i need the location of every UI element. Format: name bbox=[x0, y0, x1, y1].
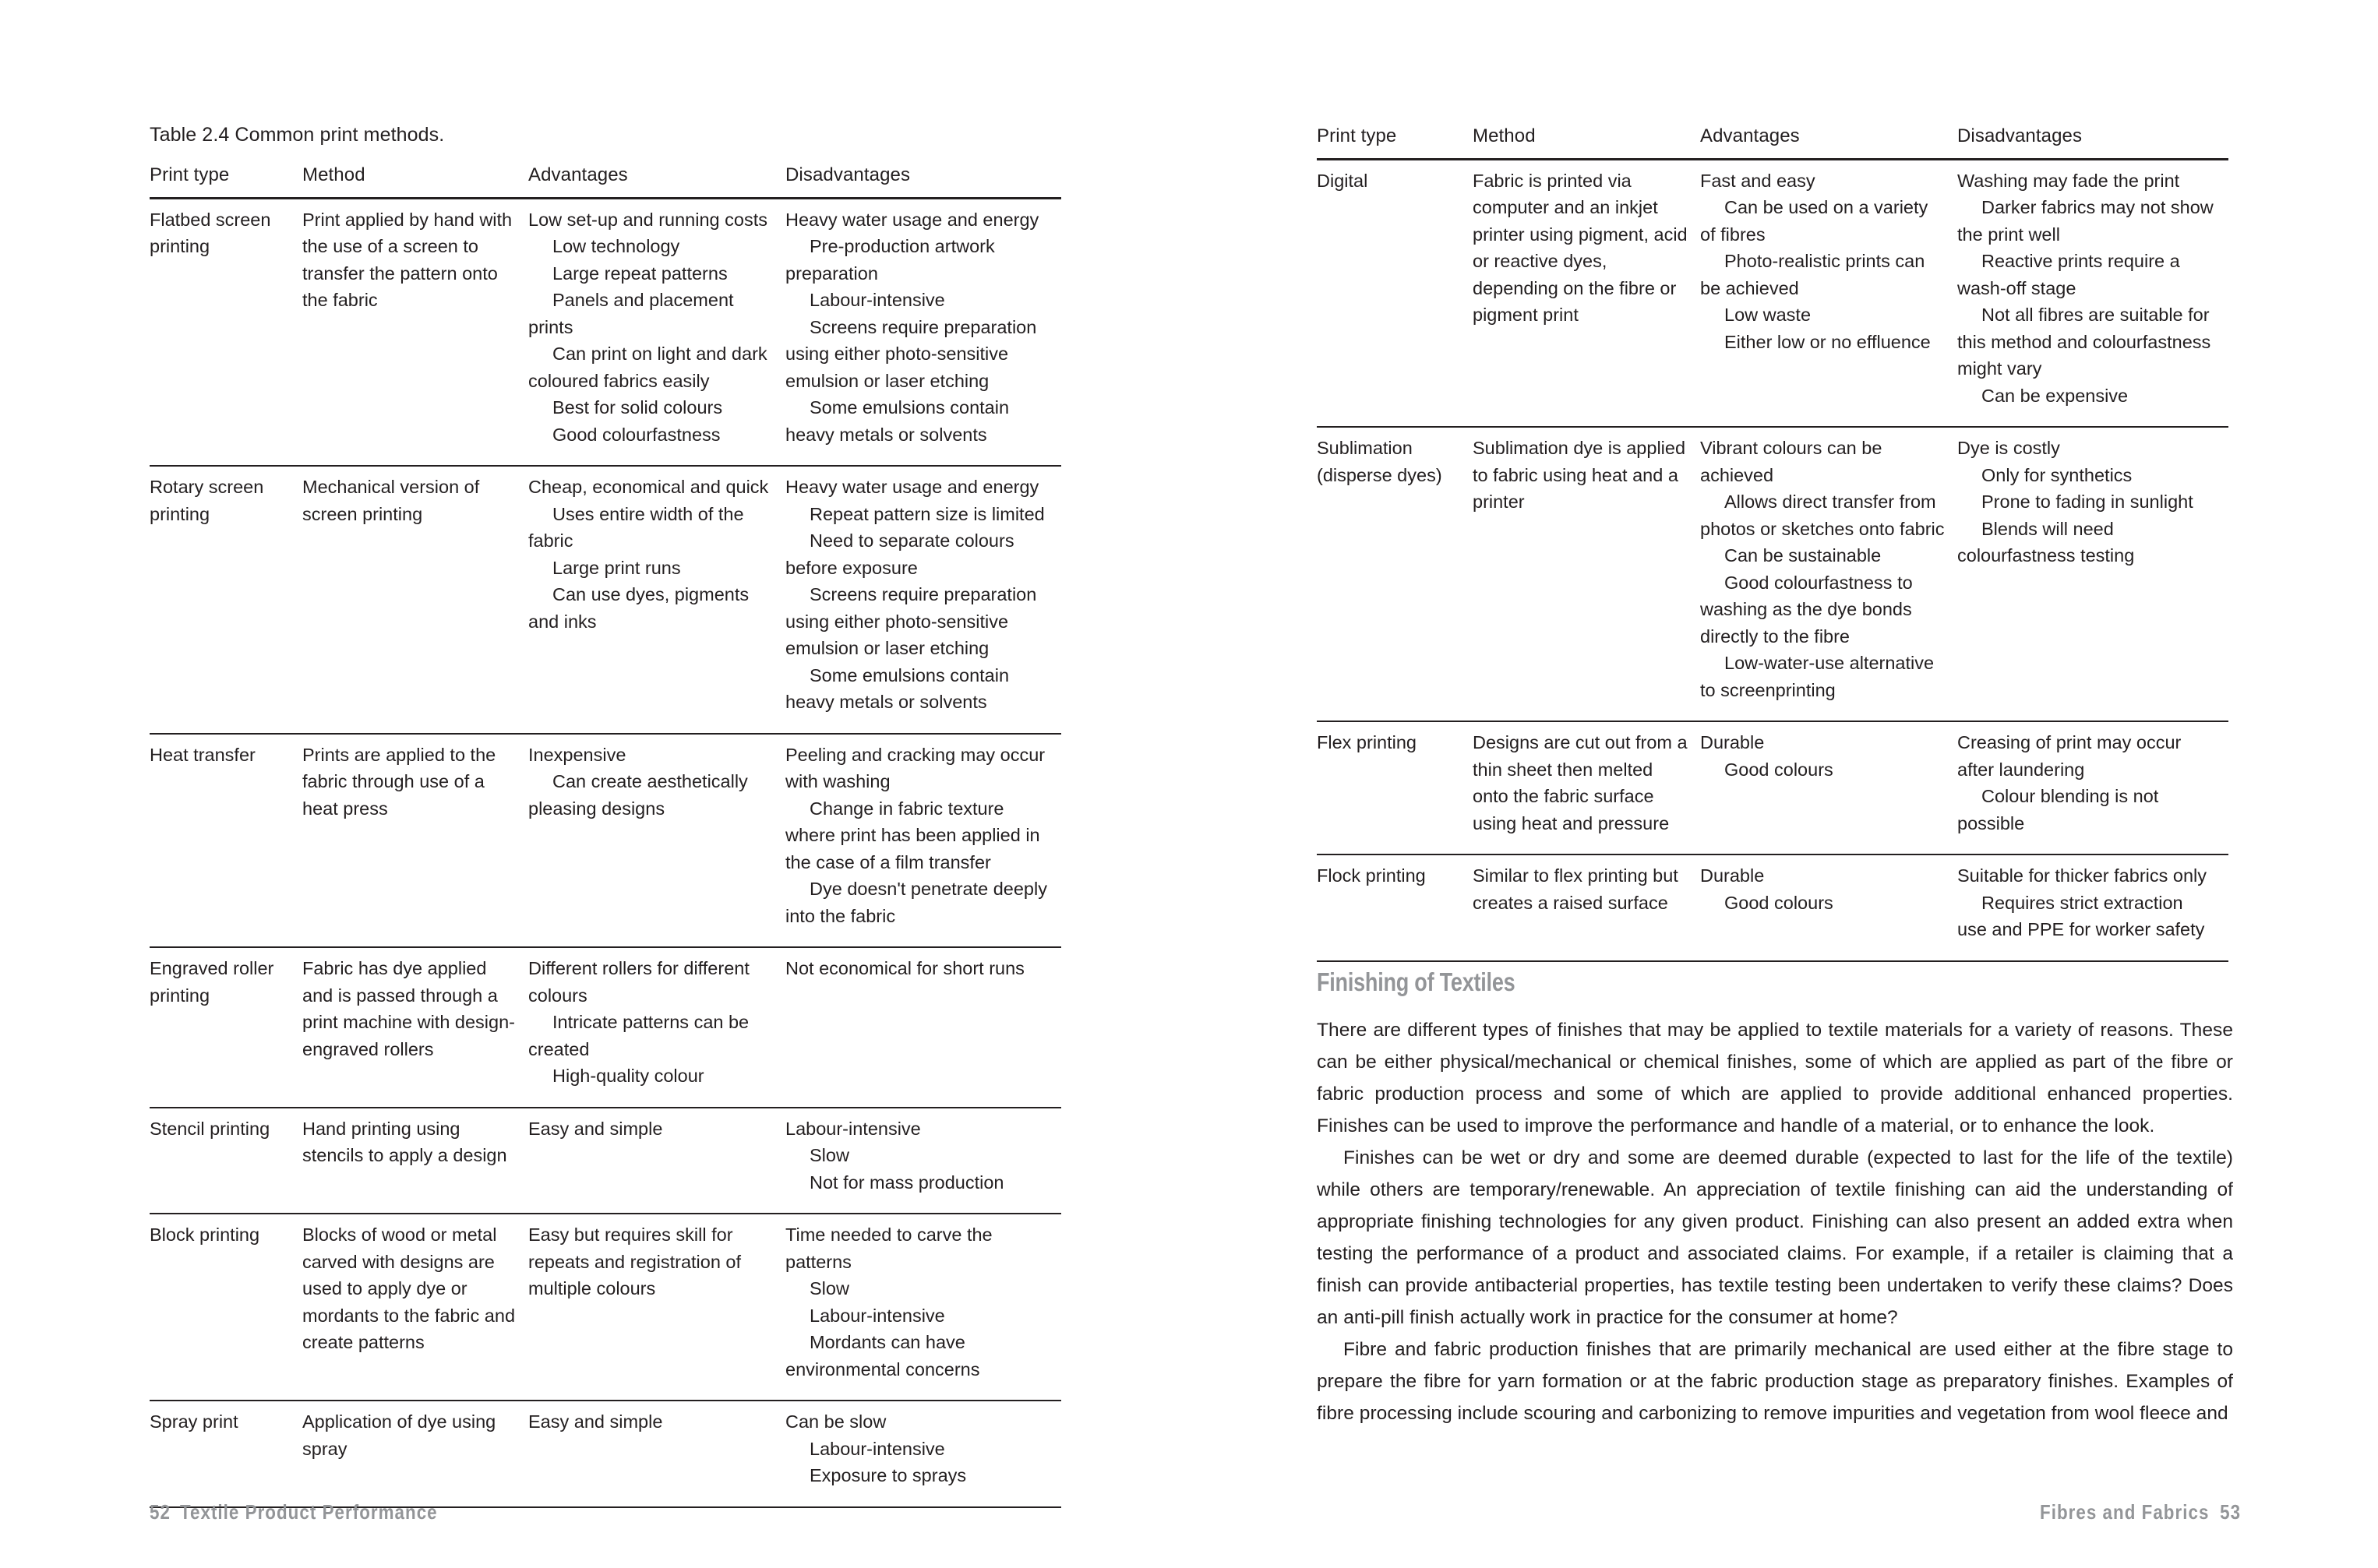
cell-advantages-list bbox=[528, 768, 773, 822]
table-cell-list-item: Either low or no effluence bbox=[1724, 331, 1931, 352]
section-paragraphs bbox=[1317, 1014, 2233, 1429]
footer-book-title: Textile Product Performance bbox=[179, 1500, 438, 1524]
table-cell-list-item: Repeat pattern size is limited bbox=[810, 503, 1045, 524]
table-cell-list-item: Need to separate colours before exposure bbox=[785, 530, 1014, 578]
cell-disadvantages-list bbox=[785, 501, 1049, 716]
cell-method: Print applied by hand with the use of a screen to transfer the pattern onto the fabric bbox=[302, 209, 513, 310]
finishing-section bbox=[1317, 967, 2233, 1429]
cell-advantages-lead: Vibrant colours can be achieved bbox=[1700, 438, 1882, 485]
page-right bbox=[1189, 0, 2378, 1568]
cell-disadvantages-lead: Washing may fade the print bbox=[1957, 170, 2180, 191]
table-cell-list-item: Screens require preparation using either photo-sensitive emulsion or laser etching bbox=[785, 316, 1037, 391]
table-cell-list-item: High-quality colour bbox=[552, 1066, 704, 1086]
table-row bbox=[1317, 159, 2228, 427]
table-head-continued bbox=[1317, 123, 2228, 159]
footer-page-number: 53 bbox=[2220, 1500, 2241, 1524]
table-cell-list-item: Can be expensive bbox=[1981, 385, 2129, 406]
table-cell-list-item: Low waste bbox=[1724, 305, 1812, 325]
cell-method: Designs are cut out from a thin sheet then melted onto the fabric surface using heat and pressure bbox=[1473, 732, 1688, 833]
table-cell-list-item: Slow bbox=[810, 1278, 849, 1298]
table-cell-list-item: Photo-realistic prints can be achieved bbox=[1700, 251, 1925, 298]
table-cell-list-item: Uses entire width of the fabric bbox=[528, 503, 744, 551]
cell-disadvantages-lead: Heavy water usage and energy bbox=[785, 477, 1039, 497]
footer-page-number: 52 bbox=[150, 1500, 171, 1524]
page-footer-left bbox=[150, 1500, 438, 1524]
cell-advantages-lead: Low set-up and running costs bbox=[528, 209, 767, 230]
cell-advantages-list bbox=[1700, 756, 1945, 784]
table-header-row-continued bbox=[1317, 123, 2228, 159]
table-cell-list-item: Labour-intensive bbox=[810, 1305, 945, 1326]
cell-advantages-lead: Inexpensive bbox=[528, 744, 626, 765]
cell-disadvantages-list bbox=[785, 1275, 1049, 1383]
table-cell-list-item: Can be sustainable bbox=[1724, 545, 1882, 566]
cell-disadvantages-lead: Time needed to carve the patterns bbox=[785, 1224, 993, 1272]
print-methods-table-right bbox=[1317, 123, 2228, 962]
cell-disadvantages-list bbox=[785, 795, 1049, 930]
cell-advantages-lead: Durable bbox=[1700, 732, 1765, 752]
table-head bbox=[150, 162, 1061, 198]
cell-print-type: Digital bbox=[1317, 170, 1368, 191]
cell-print-type: Flatbed screen printing bbox=[150, 209, 271, 256]
cell-disadvantages-lead: Heavy water usage and energy bbox=[785, 209, 1039, 230]
cell-print-type: Sublimation (disperse dyes) bbox=[1317, 438, 1442, 485]
cell-advantages-lead: Easy and simple bbox=[528, 1118, 663, 1139]
table-row bbox=[1317, 427, 2228, 721]
table-row bbox=[150, 198, 1061, 466]
cell-method: Hand printing using stencils to apply a design bbox=[302, 1118, 507, 1165]
cell-advantages-lead: Durable bbox=[1700, 865, 1765, 886]
cell-disadvantages-list bbox=[1957, 783, 2216, 837]
section-paragraph: There are different types of finishes that may be applied to textile materials for a variety of reasons. These can be either physical/mechanical or chemical finishes, some of which are applied as part of the fibre or fabric production process and some of which are applied to provide additional enhanced properties. Finishes can be used to improve the performance and handle of a material, or to enhance the look. bbox=[1317, 1020, 2233, 1136]
cell-print-type: Flex printing bbox=[1317, 732, 1417, 752]
table-cell-list-item: Only for synthetics bbox=[1981, 464, 2133, 485]
table-cell-list-item: Labour-intensive bbox=[810, 1438, 945, 1459]
cell-advantages-lead: Easy and simple bbox=[528, 1411, 663, 1432]
cell-disadvantages-lead: Not economical for short runs bbox=[785, 958, 1025, 978]
cell-print-type: Rotary screen printing bbox=[150, 477, 264, 524]
column-header-method: Method bbox=[1473, 125, 1536, 146]
cell-method: Application of dye using spray bbox=[302, 1411, 496, 1459]
table-cell-list-item: Allows direct transfer from photos or sketches onto fabric bbox=[1700, 492, 1945, 539]
table-row bbox=[150, 734, 1061, 948]
table-cell-list-item: Large print runs bbox=[552, 557, 681, 578]
table-cell-list-item: Large repeat patterns bbox=[552, 263, 728, 284]
cell-disadvantages-lead: Labour-intensive bbox=[785, 1118, 921, 1139]
cell-print-type: Block printing bbox=[150, 1224, 260, 1245]
cell-advantages-list bbox=[1700, 890, 1945, 917]
cell-print-type: Engraved roller printing bbox=[150, 958, 274, 1006]
table-cell-list-item: Not for mass production bbox=[810, 1172, 1004, 1193]
table-row bbox=[150, 1108, 1061, 1214]
cell-advantages-lead: Cheap, economical and quick bbox=[528, 477, 769, 497]
cell-disadvantages-lead: Creasing of print may occur after laundering bbox=[1957, 732, 2182, 780]
cell-method: Mechanical version of screen printing bbox=[302, 477, 480, 524]
table-cell-list-item: Panels and placement prints bbox=[528, 290, 734, 337]
table-cell-list-item: Good colours bbox=[1724, 892, 1833, 913]
table-cell-list-item: Requires strict extraction use and PPE for worker safety bbox=[1957, 892, 2205, 939]
cell-advantages-list bbox=[1700, 194, 1945, 355]
table-cell-list-item: Some emulsions contain heavy metals or solvents bbox=[785, 664, 1010, 712]
column-header-advantages: Advantages bbox=[1700, 125, 1800, 146]
table-cell-list-item: Can use dyes, pigments and inks bbox=[528, 584, 750, 632]
table-row bbox=[1317, 721, 2228, 854]
table-cell-list-item: Mordants can have environmental concerns bbox=[785, 1332, 980, 1379]
table-right bbox=[1317, 123, 2228, 962]
cell-disadvantages-list bbox=[1957, 462, 2216, 569]
cell-print-type: Stencil printing bbox=[150, 1118, 270, 1139]
print-methods-table-left bbox=[150, 123, 1061, 1508]
table-cell-list-item: Reactive prints require a wash-off stage bbox=[1957, 251, 2180, 298]
section-paragraph: Fibre and fabric production finishes that are primarily mechanical are used either at the fibre stage to prepare the fibre for yarn formation or at the fabric production stage as preparatory finishes. Examples of fibre processing include scouring and carbonizing to remove impurities and vegetation from wool fleece and bbox=[1317, 1339, 2233, 1424]
column-header-print-type: Print type bbox=[1317, 125, 1397, 146]
table-cell-list-item: Slow bbox=[810, 1145, 849, 1165]
table-cell-list-item: Screens require preparation using either photo-sensitive emulsion or laser etching bbox=[785, 584, 1037, 658]
page-footer-right bbox=[2040, 1500, 2241, 1524]
table-cell-list-item: Low technology bbox=[552, 236, 680, 256]
table-cell-list-item: Can be used on a variety of fibres bbox=[1700, 197, 1928, 245]
cell-disadvantages-lead: Peeling and cracking may occur with washing bbox=[785, 744, 1046, 791]
cell-advantages-list bbox=[528, 501, 773, 636]
column-header-print-type: Print type bbox=[150, 164, 230, 185]
table-cell-list-item: Good colourfastness bbox=[552, 424, 721, 445]
table-cell-list-item: Can print on light and dark coloured fabrics easily bbox=[528, 344, 767, 391]
table-cell-list-item: Change in fabric texture where print has been applied in the case of a film transfer bbox=[785, 798, 1040, 872]
footer-chapter-title: Fibres and Fabrics bbox=[2039, 1500, 2210, 1524]
cell-advantages-lead: Easy but requires skill for repeats and registration of multiple colours bbox=[528, 1224, 742, 1298]
table-header-row bbox=[150, 162, 1061, 198]
table-cell-list-item: Not all fibres are suitable for this method and colourfastness might vary bbox=[1957, 305, 2211, 379]
table-cell-list-item: Labour-intensive bbox=[810, 290, 945, 310]
table-cell-list-item: Blends will need colourfastness testing bbox=[1957, 518, 2135, 566]
table-left bbox=[150, 162, 1061, 1508]
table-body-left bbox=[150, 198, 1061, 1507]
cell-method: Similar to flex printing but creates a raised surface bbox=[1473, 865, 1678, 913]
table-row bbox=[150, 1214, 1061, 1401]
cell-advantages-lead: Fast and easy bbox=[1700, 170, 1815, 191]
table-cell-list-item: Good colours bbox=[1724, 759, 1833, 780]
cell-disadvantages-list bbox=[785, 1142, 1049, 1196]
section-heading: Finishing of Textiles bbox=[1317, 967, 1515, 996]
cell-advantages-list bbox=[1700, 488, 1945, 703]
table-cell-list-item: Pre-production artwork preparation bbox=[785, 236, 995, 284]
cell-method: Fabric has dye applied and is passed through a print machine with design-engraved rollers bbox=[302, 958, 515, 1059]
cell-method: Sublimation dye is applied to fabric using heat and a printer bbox=[1473, 438, 1686, 512]
cell-method: Fabric is printed via computer and an inkjet printer using pigment, acid or reactive dyes, depending on the fibre or pigment print bbox=[1473, 170, 1688, 325]
cell-method: Blocks of wood or metal carved with designs are used to apply dye or mordants to the fabric and create patterns bbox=[302, 1224, 516, 1352]
table-row bbox=[1317, 854, 2228, 961]
table-cell-list-item: Best for solid colours bbox=[552, 397, 723, 418]
column-header-advantages: Advantages bbox=[528, 164, 628, 185]
table-cell-list-item: Can create aesthetically pleasing designs bbox=[528, 771, 748, 819]
cell-disadvantages-list bbox=[1957, 194, 2216, 409]
table-cell-list-item: Some emulsions contain heavy metals or solvents bbox=[785, 397, 1010, 445]
table-row bbox=[150, 1401, 1061, 1507]
cell-disadvantages-lead: Dye is costly bbox=[1957, 438, 2060, 458]
table-cell-list-item: Colour blending is not possible bbox=[1957, 786, 2159, 833]
cell-method: Prints are applied to the fabric through use of a heat press bbox=[302, 744, 496, 819]
cell-disadvantages-list bbox=[785, 1436, 1049, 1489]
table-cell-list-item: Darker fabrics may not show the print well bbox=[1957, 197, 2214, 245]
table-cell-list-item: Good colourfastness to washing as the dye bonds directly to the fibre bbox=[1700, 572, 1913, 647]
section-paragraph: Finishes can be wet or dry and some are deemed durable (expected to last for the life of the textile) while others are temporary/renewable. An appreciation of textile finishing can aid the understanding of appropriate finishing technologies for any given product. Finishing can also present an added extra when testing the performance of a product and associated claims. For example, if a retailer is claiming that a finish can provide antibacterial properties, has textile testing been undertaken to verify these claims? Does an anti-pill finish actually work in practice for the consumer at home? bbox=[1317, 1147, 2233, 1328]
table-cell-list-item: Prone to fading in sunlight bbox=[1981, 492, 2193, 512]
column-header-disadvantages: Disadvantages bbox=[1957, 125, 2083, 146]
cell-advantages-list bbox=[528, 233, 773, 448]
cell-advantages-lead: Different rollers for different colours bbox=[528, 958, 750, 1006]
cell-print-type: Heat transfer bbox=[150, 744, 256, 765]
table-cell-list-item: Low-water-use alternative to screenprinting bbox=[1700, 653, 1935, 700]
table-row bbox=[150, 466, 1061, 734]
table-row bbox=[150, 947, 1061, 1108]
cell-print-type: Spray print bbox=[150, 1411, 238, 1432]
cell-print-type: Flock printing bbox=[1317, 865, 1426, 886]
table-cell-list-item: Exposure to sprays bbox=[810, 1465, 967, 1485]
cell-disadvantages-list bbox=[1957, 890, 2216, 943]
table-cell-list-item: Intricate patterns can be created bbox=[528, 1012, 750, 1059]
column-header-method: Method bbox=[302, 164, 365, 185]
column-header-disadvantages: Disadvantages bbox=[785, 164, 911, 185]
cell-advantages-list bbox=[528, 1009, 773, 1090]
cell-disadvantages-list bbox=[785, 233, 1049, 448]
table-caption: Table 2.4 Common print methods. bbox=[150, 124, 445, 146]
cell-disadvantages-lead: Suitable for thicker fabrics only bbox=[1957, 865, 2207, 886]
table-body-right bbox=[1317, 159, 2228, 961]
cell-disadvantages-lead: Can be slow bbox=[785, 1411, 887, 1432]
table-cell-list-item: Dye doesn't penetrate deeply into the fabric bbox=[785, 879, 1047, 926]
